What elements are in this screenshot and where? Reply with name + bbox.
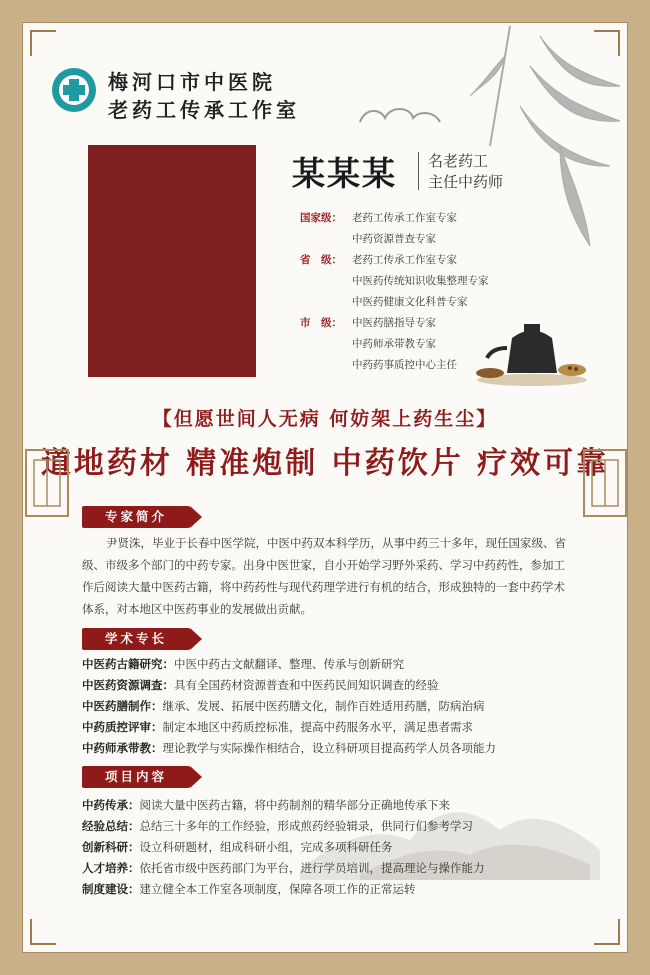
section-header-intro: 专家简介 [82,506,190,528]
qualification-text: 中医药健康文化科普专家 [352,296,468,308]
qualification-text: 老药工传承工作室专家 [352,254,457,266]
corner-ornament [594,919,620,945]
item-key: 创新科研： [82,840,140,854]
item-value: 中医中药古文献翻译、整理、传承与创新研究 [174,657,404,671]
lattice-ornament-icon [582,448,628,518]
project-item [82,860,582,876]
expertise-item [82,719,582,735]
qualification-row [300,336,436,351]
qualification-row [300,231,436,246]
item-key: 制度建设： [82,882,140,896]
lattice-ornament-icon [24,448,70,518]
slogan-couplet: 【但愿世间人无病 何妨架上药生尘】 [152,408,498,430]
item-key: 中药质控评审： [82,720,163,734]
qualification-row [300,315,436,330]
item-value: 阅读大量中医药古籍，将中药制剂的精华部分正确地传承下来 [139,798,450,812]
corner-ornament [30,30,56,56]
project-item [82,818,582,834]
qualification-text: 老药工传承工作室专家 [352,212,457,224]
qualification-row [300,357,457,372]
qualification-text: 中药资源普查专家 [352,233,436,245]
intro-text: 尹贤洙，毕业于长春中医学院，中医中药双本科学历，从事中药三十多年，现任国家级、省级、市级多个部门的中药专家。出身中医世家，自小开始学习野外采药、学习中药药性，参加工作后阅读大量中医药古籍，将中药药性与现代药理学进行有机的结合，形成独特的一套中药学术体系，对本地区中医药事业的发展做出贡献。 [82,536,566,616]
expertise-item [82,656,582,672]
section-header-projects: 项目内容 [82,766,190,788]
slogan-main: 道地药材 精准炮制 中药饮片 疗效可靠 [40,446,610,481]
qualification-row [300,252,457,267]
expertise-item [82,740,582,756]
qualification-level: 省 级： [300,254,342,266]
project-item [82,839,582,855]
qualification-row [300,294,468,309]
cloud-ornament-icon [355,100,445,130]
item-value: 设立科研题材，组成科研小组，完成多项科研任务 [139,840,393,854]
expert-title: 名老药工 [428,152,489,170]
item-value: 依托省市级中医药部门为平台，进行学员培训，提高理论与操作能力 [139,861,485,875]
herbal-medicine-illustration [472,318,592,388]
item-value: 总结三十多年的工作经验，形成煎药经验辑录，供同行们参考学习 [139,819,473,833]
item-key: 中药传承： [82,798,140,812]
project-item [82,881,582,897]
item-key: 人才培养： [82,861,140,875]
qualification-row [300,210,457,225]
item-key: 中医药膳制作： [82,699,163,713]
section-header-expertise: 学术专长 [82,628,190,650]
qualification-text: 中医药膳指导专家 [352,317,436,329]
qualification-text: 中医药传统知识收集整理专家 [352,275,489,287]
item-key: 中医药古籍研究： [82,657,174,671]
item-key: 经验总结： [82,819,140,833]
item-value: 理论教学与实际操作相结合，设立科研项目提高药学人员各项能力 [162,741,496,755]
expert-title: 主任中药师 [428,173,504,191]
bamboo-decoration [470,26,630,256]
project-item [82,797,582,813]
expert-name: 某某某 [292,154,397,193]
expert-photo [88,145,256,377]
corner-ornament [30,919,56,945]
item-key: 中医药资源调查： [82,678,174,692]
qualification-row [300,273,489,288]
qualification-text: 中药师承带教专家 [352,338,436,350]
expertise-item [82,698,582,714]
item-value: 继承、发展、拓展中医药膳文化，制作百姓适用药膳，防病治病 [162,699,485,713]
item-key: 中药师承带教： [82,741,163,755]
qualification-level: 市 级： [300,317,342,329]
qualification-text: 中药药事质控中心主任 [352,359,457,371]
divider [418,152,419,190]
qualification-level: 国家级： [300,212,342,224]
hospital-logo-icon [52,68,96,112]
item-value: 建立健全本工作室各项制度，保障各项工作的正常运转 [139,882,416,896]
studio-name: 老药工传承工作室 [108,98,300,122]
item-value: 具有全国药材资源普查和中医药民间知识调查的经验 [174,678,439,692]
hospital-name: 梅河口市中医院 [108,70,276,94]
expertise-item [82,677,582,693]
item-value: 制定本地区中药质控标准，提高中药服务水平，满足患者需求 [162,720,473,734]
